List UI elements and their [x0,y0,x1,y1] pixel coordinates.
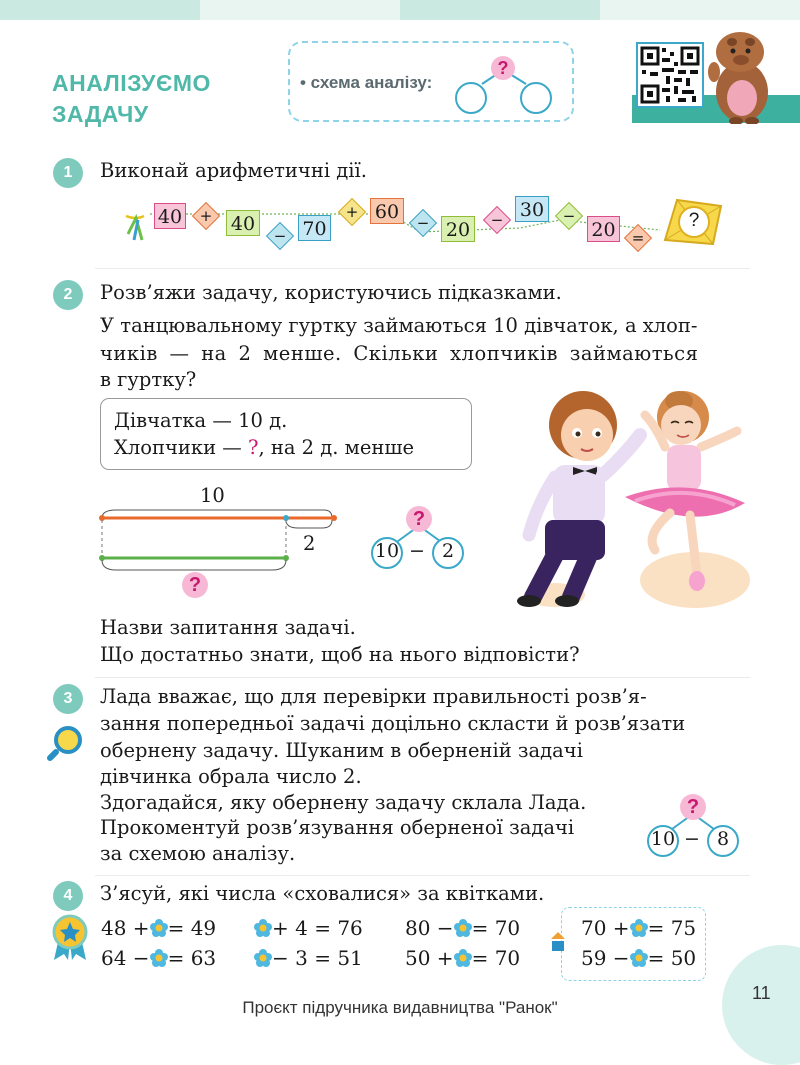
equation-5-left: 80 − [405,916,454,940]
equation-6-right: = 70 [471,946,521,970]
task-2-problem-line-2: чиків — на 2 менше. Скільки хлопчиків займаються [100,342,699,365]
equation-5-right: = 70 [471,916,521,940]
section-title-line2: ЗАДАЧУ [52,101,149,127]
task-2-scheme-right: 2 [441,540,455,562]
task-3-scheme-right: 8 [716,828,730,850]
chain-value-5: 20 [441,216,475,242]
task-3-line-3: обернену задачу. Шуканим в оберненій задачі [100,739,583,762]
equation-2 [101,946,216,970]
flower-icon [150,948,168,966]
equation-4-right: − 3 = 51 [272,946,363,970]
equation-1-right: = 49 [167,916,217,940]
given-line-2-end: , на 2 д. менше [258,436,415,459]
flower-icon [454,918,472,936]
chain-op-3: + [345,203,359,221]
chain-op-1: + [199,207,213,225]
task-2-question-1: Назви запитання задачі. [100,616,356,639]
section-title-line1: АНАЛІЗУЄМО [52,70,211,96]
equation-7 [581,916,696,940]
equation-2-left: 64 − [101,946,150,970]
top-bar-4 [600,0,800,20]
qr-code-pattern [638,44,702,106]
equation-8 [581,946,696,970]
equation-8-right: = 50 [647,946,697,970]
task-2-question-2: Що достатньо знати, щоб на нього відповісти? [100,643,580,666]
task-3-line-1: Лада вважає, що для перевірки правильності розв’я- [100,685,647,708]
equation-6-left: 50 + [405,946,454,970]
task-1-number: 1 [53,158,83,188]
task-3-line-6: Прокоментуй розв’язування оберненої задачі [100,816,575,839]
flower-icon [254,948,272,966]
chain-value-6: 30 [515,196,549,222]
chain-op-7: = [631,229,645,247]
task-2-scheme-question: ? [406,506,432,532]
chain-value-7: 20 [587,216,620,242]
top-bar-3 [400,0,600,20]
task-2-problem-line-1: У танцювальному гуртку займаються 10 дівчаток, а хлоп- [100,314,698,337]
chain-op-4: − [416,214,430,232]
task-3-number: 3 [53,684,83,714]
segment-diagram-top-label: 10 [200,484,225,507]
task-3-scheme-question: ? [680,794,706,820]
task-3-line-2: зання попередньої задачі доцільно скласти й розв’язати [100,712,686,735]
equation-3-right: + 4 = 76 [272,916,363,940]
equation-7-left: 70 + [581,916,630,940]
top-bar-1 [0,0,200,20]
qr-code[interactable] [636,42,704,108]
magnifier-icon [46,722,86,762]
chain-value-4: 60 [370,198,404,224]
task-3-scheme-left: 10 [650,828,676,850]
footer-text: Проєкт підручника видавництва "Ранок" [242,998,558,1017]
task-2-number: 2 [53,280,83,310]
flower-icon [254,918,272,936]
task-3-line-5: Здогадайся, яку обернену задачу склала Лада. [100,791,587,814]
given-line-2-start: Хлопчики — [114,436,248,459]
chain-result: ? [688,210,700,231]
segment-diagram-diff-label: 2 [303,532,316,555]
task-4-number: 4 [53,881,83,911]
equation-2-right: = 63 [167,946,217,970]
page-number: 11 [752,983,771,1003]
capybara-mascot-icon [700,24,780,124]
flower-icon [150,918,168,936]
schema-label: • схема аналізу: [300,73,433,92]
dancing-children-illustration [505,385,765,615]
flower-icon [630,918,648,936]
chain-value-2: 40 [226,210,260,236]
section-title [52,68,211,130]
equation-7-right: = 75 [647,916,697,940]
home-icon [549,932,567,954]
task-3-scheme-op: − [684,828,700,850]
task-2-scheme-left: 10 [374,540,400,562]
given-question-mark: ? [247,436,259,459]
task-2-instruction: Розв’яжи задачу, користуючись підказками. [100,281,562,304]
chain-value-3: 70 [298,215,331,241]
chain-op-6: − [562,207,576,225]
chain-value-1: 40 [154,203,186,229]
segment-diagram-question: ? [182,572,208,598]
task-1-text: Виконай арифметичні дії. [100,159,367,182]
separator-2 [95,677,750,678]
task-4-text: З’ясуй, які числа «сховалися» за квітками. [100,882,545,905]
equation-6 [405,946,520,970]
flower-icon [630,948,648,966]
equation-1 [101,916,216,940]
equation-4 [254,946,363,970]
top-bar-2 [200,0,400,20]
equation-8-left: 59 − [581,946,630,970]
chain-op-5: − [490,211,504,229]
task-2-problem-line-3: в гуртку? [100,368,197,391]
flower-icon [454,948,472,966]
equation-1-left: 48 + [101,916,150,940]
separator-3 [95,875,750,876]
schema-question: ? [491,56,515,80]
medal-icon [50,912,90,962]
equation-3 [254,916,363,940]
given-line-2 [114,434,414,462]
task-3-line-4: дівчинка обрала число 2. [100,765,362,788]
chain-op-2: − [273,227,287,245]
equation-5 [405,916,520,940]
given-line-1: Дівчатка — 10 д. [114,409,288,432]
task-3-line-7: за схемою аналізу. [100,842,296,865]
separator-1 [95,268,750,269]
task-2-scheme-op: − [409,540,425,562]
